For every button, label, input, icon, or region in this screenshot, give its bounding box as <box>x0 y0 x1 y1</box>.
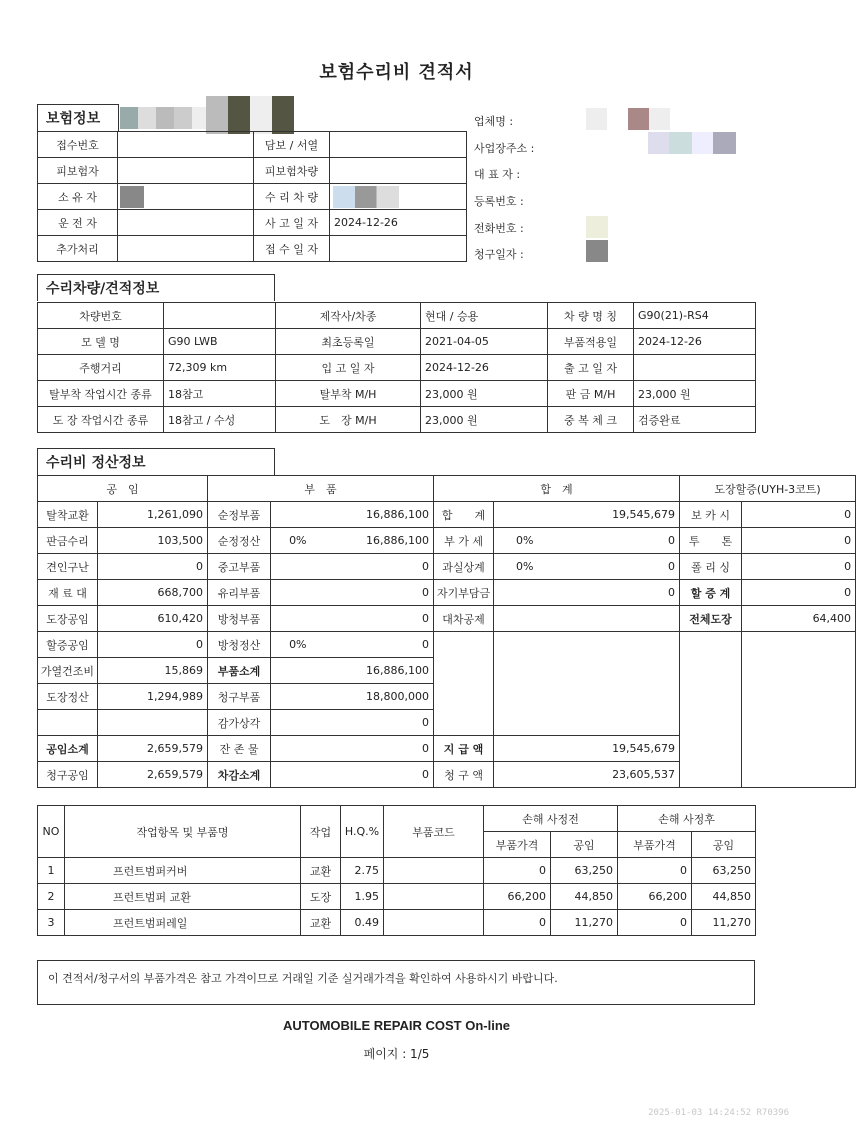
parts-value: 18,800,000 <box>311 684 434 710</box>
paint-blank <box>742 632 856 788</box>
labor-value <box>98 710 208 736</box>
total-percent <box>494 580 556 606</box>
field-value: 23,000 원 <box>421 381 548 407</box>
field-label: 입 고 일 자 <box>276 355 421 381</box>
field-label: 판 금 M/H <box>548 381 634 407</box>
labor-label: 탈착교환 <box>38 502 98 528</box>
paint-label: 폴 리 싱 <box>680 554 742 580</box>
total-label: 합 계 <box>434 502 494 528</box>
parts-percent <box>271 762 311 788</box>
parts-percent <box>271 684 311 710</box>
parts-label: 차감소계 <box>208 762 271 788</box>
parts-value: 0 <box>311 554 434 580</box>
redacted-area <box>586 108 670 130</box>
redacted-area <box>206 96 294 134</box>
total-column-header: 합 계 <box>434 476 680 502</box>
total-percent <box>494 606 556 632</box>
field-label: 모 델 명 <box>38 329 164 355</box>
parts-percent <box>271 502 311 528</box>
company-address-label: 사업장주소 : <box>474 142 535 155</box>
labor-value: 610,420 <box>98 606 208 632</box>
labor-label: 재 료 대 <box>38 580 98 606</box>
field-label: 도 장 M/H <box>276 407 421 433</box>
field-label: 주행거리 <box>38 355 164 381</box>
vehicle-row <box>38 355 756 381</box>
parts-value: 16,886,100 <box>311 658 434 684</box>
labor-header: 공임 <box>692 832 756 858</box>
settlement-section-header: 수리비 정산정보 <box>37 448 275 475</box>
total-value <box>556 606 680 632</box>
field-label: 소 유 자 <box>38 184 118 210</box>
vehicle-row <box>38 303 756 329</box>
parts-label: 방청부품 <box>208 606 271 632</box>
item-row <box>38 910 756 936</box>
labor-value: 2,659,579 <box>98 736 208 762</box>
parts-value: 0 <box>311 710 434 736</box>
insurance-section-header: 보험정보 <box>37 104 119 131</box>
item-name: 프런트범퍼커버 <box>65 858 301 884</box>
field-value: 2024-12-26 <box>421 355 548 381</box>
vehicle-row <box>38 329 756 355</box>
labor-label: 가열건조비 <box>38 658 98 684</box>
print-timestamp: 2025-01-03 14:24:52 R70396 <box>648 1108 789 1118</box>
item-before-labor: 63,250 <box>551 858 618 884</box>
insurance-row <box>38 158 467 184</box>
claim-label: 청 구 액 <box>434 762 494 788</box>
labor-label: 견인구난 <box>38 554 98 580</box>
field-label: 도 장 작업시간 종류 <box>38 407 164 433</box>
parts-value: 0 <box>311 580 434 606</box>
paint-surcharge-column-header: 도장할증(UYH-3코트) <box>680 476 856 502</box>
redacted-area <box>586 216 608 238</box>
total-value: 0 <box>556 528 680 554</box>
labor-value: 2,659,579 <box>98 762 208 788</box>
field-value <box>118 158 254 184</box>
field-label: 사 고 일 자 <box>254 210 330 236</box>
parts-percent: 0% <box>271 528 311 554</box>
work-items-table <box>37 805 756 936</box>
field-label: 접수번호 <box>38 132 118 158</box>
field-value: 2021-04-05 <box>421 329 548 355</box>
labor-value: 0 <box>98 632 208 658</box>
part-code-header: 부품코드 <box>384 806 484 858</box>
item-no: 1 <box>38 858 65 884</box>
item-code <box>384 858 484 884</box>
field-value <box>118 236 254 262</box>
no-header: NO <box>38 806 65 858</box>
item-code <box>384 910 484 936</box>
vehicle-row <box>38 381 756 407</box>
insurance-row <box>38 210 467 236</box>
item-before-price: 0 <box>484 910 551 936</box>
vehicle-row <box>38 407 756 433</box>
before-adjustment-header: 손해 사정전 <box>484 806 618 832</box>
labor-label: 할증공임 <box>38 632 98 658</box>
labor-value: 15,869 <box>98 658 208 684</box>
hq-header: H.Q.% <box>341 806 384 858</box>
field-value <box>330 158 467 184</box>
field-label: 최초등록일 <box>276 329 421 355</box>
redacted-area <box>333 186 399 208</box>
total-label: 부 가 세 <box>434 528 494 554</box>
paint-label: 할 증 계 <box>680 580 742 606</box>
field-value: G90 LWB <box>164 329 276 355</box>
parts-label: 청구부품 <box>208 684 271 710</box>
parts-label: 순정정산 <box>208 528 271 554</box>
settlement-row <box>38 528 856 554</box>
vehicle-info-table <box>37 302 756 433</box>
footer-brand: AUTOMOBILE REPAIR COST On-line <box>282 1018 511 1033</box>
field-label: 추가처리 <box>38 236 118 262</box>
work-header: 작업 <box>301 806 341 858</box>
item-work: 도장 <box>301 884 341 910</box>
total-value: 19,545,679 <box>556 502 680 528</box>
field-label: 차량번호 <box>38 303 164 329</box>
settlement-header-row <box>38 476 856 502</box>
total-value: 0 <box>556 580 680 606</box>
redacted-area <box>586 240 608 262</box>
item-after-labor: 63,250 <box>692 858 756 884</box>
field-label: 수 리 차 량 <box>254 184 330 210</box>
total-percent: 0% <box>494 528 556 554</box>
item-work: 교환 <box>301 910 341 936</box>
insurance-row <box>38 236 467 262</box>
total-label: 과실상계 <box>434 554 494 580</box>
item-before-labor: 44,850 <box>551 884 618 910</box>
labor-value: 0 <box>98 554 208 580</box>
parts-percent: 0% <box>271 632 311 658</box>
claim-date-label: 청구일자 : <box>474 248 524 261</box>
parts-value: 16,886,100 <box>311 528 434 554</box>
part-price-header: 부품가격 <box>484 832 551 858</box>
labor-value: 668,700 <box>98 580 208 606</box>
field-value: 2024-12-26 <box>330 210 467 236</box>
payment-value: 19,545,679 <box>494 736 680 762</box>
field-value <box>118 210 254 236</box>
labor-header: 공임 <box>551 832 618 858</box>
vehicle-section-header: 수리차량/견적정보 <box>37 274 275 301</box>
paint-label: 투 톤 <box>680 528 742 554</box>
item-after-labor: 11,270 <box>692 910 756 936</box>
item-after-price: 0 <box>618 858 692 884</box>
parts-value: 0 <box>311 762 434 788</box>
parts-label: 감가상각 <box>208 710 271 736</box>
labor-label: 공임소계 <box>38 736 98 762</box>
parts-value: 0 <box>311 632 434 658</box>
item-after-price: 0 <box>618 910 692 936</box>
after-adjustment-header: 손해 사정후 <box>618 806 756 832</box>
ceo-label: 대 표 자 : <box>474 168 521 181</box>
field-label: 운 전 자 <box>38 210 118 236</box>
parts-label: 부품소계 <box>208 658 271 684</box>
redacted-area <box>560 132 736 154</box>
paint-blank <box>680 632 742 788</box>
field-label: 탈부착 작업시간 종류 <box>38 381 164 407</box>
total-blank <box>494 632 680 736</box>
item-after-labor: 44,850 <box>692 884 756 910</box>
paint-label: 보 카 시 <box>680 502 742 528</box>
settlement-table <box>37 475 856 788</box>
labor-label: 판금수리 <box>38 528 98 554</box>
paint-value: 64,400 <box>742 606 856 632</box>
field-label: 제작사/차종 <box>276 303 421 329</box>
parts-value: 0 <box>311 606 434 632</box>
parts-label: 중고부품 <box>208 554 271 580</box>
total-percent: 0% <box>494 554 556 580</box>
parts-value: 16,886,100 <box>311 502 434 528</box>
paint-label: 전체도장 <box>680 606 742 632</box>
labor-label: 도장정산 <box>38 684 98 710</box>
item-no: 2 <box>38 884 65 910</box>
field-value: G90(21)-RS4 <box>634 303 756 329</box>
paint-value: 0 <box>742 554 856 580</box>
redacted-area <box>120 107 210 129</box>
field-label: 접 수 일 자 <box>254 236 330 262</box>
parts-percent <box>271 606 311 632</box>
field-label: 차 량 명 칭 <box>548 303 634 329</box>
item-name: 프런트범퍼레일 <box>65 910 301 936</box>
phone-label: 전화번호 : <box>474 222 524 235</box>
price-notice: 이 견적서/청구서의 부품가격은 참고 가격이므로 거래일 기준 실거래가격을 확인하여 사용하시기 바랍니다. <box>37 960 755 1005</box>
parts-label: 유리부품 <box>208 580 271 606</box>
paint-value: 0 <box>742 580 856 606</box>
total-percent <box>494 502 556 528</box>
field-value <box>330 236 467 262</box>
total-blank <box>434 632 494 736</box>
parts-percent <box>271 554 311 580</box>
total-label: 대차공제 <box>434 606 494 632</box>
field-label: 담보 / 서열 <box>254 132 330 158</box>
field-value: 2024-12-26 <box>634 329 756 355</box>
insurance-info-table <box>37 131 467 262</box>
labor-column-header: 공 임 <box>38 476 208 502</box>
company-name-label: 업체명 : <box>474 115 514 128</box>
parts-percent <box>271 736 311 762</box>
total-label: 자기부담금 <box>434 580 494 606</box>
item-hq: 2.75 <box>341 858 384 884</box>
field-value <box>330 132 467 158</box>
item-work: 교환 <box>301 858 341 884</box>
parts-percent <box>271 710 311 736</box>
payment-label: 지 급 액 <box>434 736 494 762</box>
item-hq: 0.49 <box>341 910 384 936</box>
field-label: 피보험차량 <box>254 158 330 184</box>
labor-value: 103,500 <box>98 528 208 554</box>
paint-value: 0 <box>742 528 856 554</box>
redacted-area <box>120 186 144 208</box>
settlement-row <box>38 502 856 528</box>
document-title: 보험수리비 견적서 <box>319 62 474 83</box>
field-label: 부품적용일 <box>548 329 634 355</box>
item-no: 3 <box>38 910 65 936</box>
claim-value: 23,605,537 <box>494 762 680 788</box>
labor-label: 청구공임 <box>38 762 98 788</box>
part-price-header: 부품가격 <box>618 832 692 858</box>
item-name-header: 작업항목 및 부품명 <box>65 806 301 858</box>
item-before-price: 0 <box>484 858 551 884</box>
parts-value: 0 <box>311 736 434 762</box>
parts-label: 순정부품 <box>208 502 271 528</box>
item-before-labor: 11,270 <box>551 910 618 936</box>
field-value: 72,309 km <box>164 355 276 381</box>
settlement-row <box>38 580 856 606</box>
field-value: 23,000 원 <box>634 381 756 407</box>
parts-column-header: 부 품 <box>208 476 434 502</box>
settlement-row <box>38 632 856 658</box>
insurance-row <box>38 132 467 158</box>
field-label: 탈부착 M/H <box>276 381 421 407</box>
item-after-price: 66,200 <box>618 884 692 910</box>
item-hq: 1.95 <box>341 884 384 910</box>
labor-label: 도장공임 <box>38 606 98 632</box>
field-value: 현대 / 승용 <box>421 303 548 329</box>
settlement-row <box>38 554 856 580</box>
parts-label: 방청정산 <box>208 632 271 658</box>
items-header-row <box>38 806 756 832</box>
parts-label: 잔 존 물 <box>208 736 271 762</box>
labor-value: 1,294,989 <box>98 684 208 710</box>
settlement-row <box>38 606 856 632</box>
item-before-price: 66,200 <box>484 884 551 910</box>
item-name: 프런트범퍼 교환 <box>65 884 301 910</box>
item-code <box>384 884 484 910</box>
page-indicator: 페이지 : 1/5 <box>363 1047 430 1061</box>
field-value: 18참고 <box>164 381 276 407</box>
labor-value: 1,261,090 <box>98 502 208 528</box>
field-label: 중 복 체 크 <box>548 407 634 433</box>
field-label: 출 고 일 자 <box>548 355 634 381</box>
field-value: 23,000 원 <box>421 407 548 433</box>
field-value <box>118 132 254 158</box>
paint-value: 0 <box>742 502 856 528</box>
total-value: 0 <box>556 554 680 580</box>
field-value <box>634 355 756 381</box>
labor-label <box>38 710 98 736</box>
parts-percent <box>271 658 311 684</box>
parts-percent <box>271 580 311 606</box>
item-row <box>38 884 756 910</box>
item-row <box>38 858 756 884</box>
field-value <box>164 303 276 329</box>
field-value: 18참고 / 수성 <box>164 407 276 433</box>
insurance-row <box>38 184 467 210</box>
field-value: 검증완료 <box>634 407 756 433</box>
registration-number-label: 등록번호 : <box>474 195 524 208</box>
field-label: 피보험자 <box>38 158 118 184</box>
